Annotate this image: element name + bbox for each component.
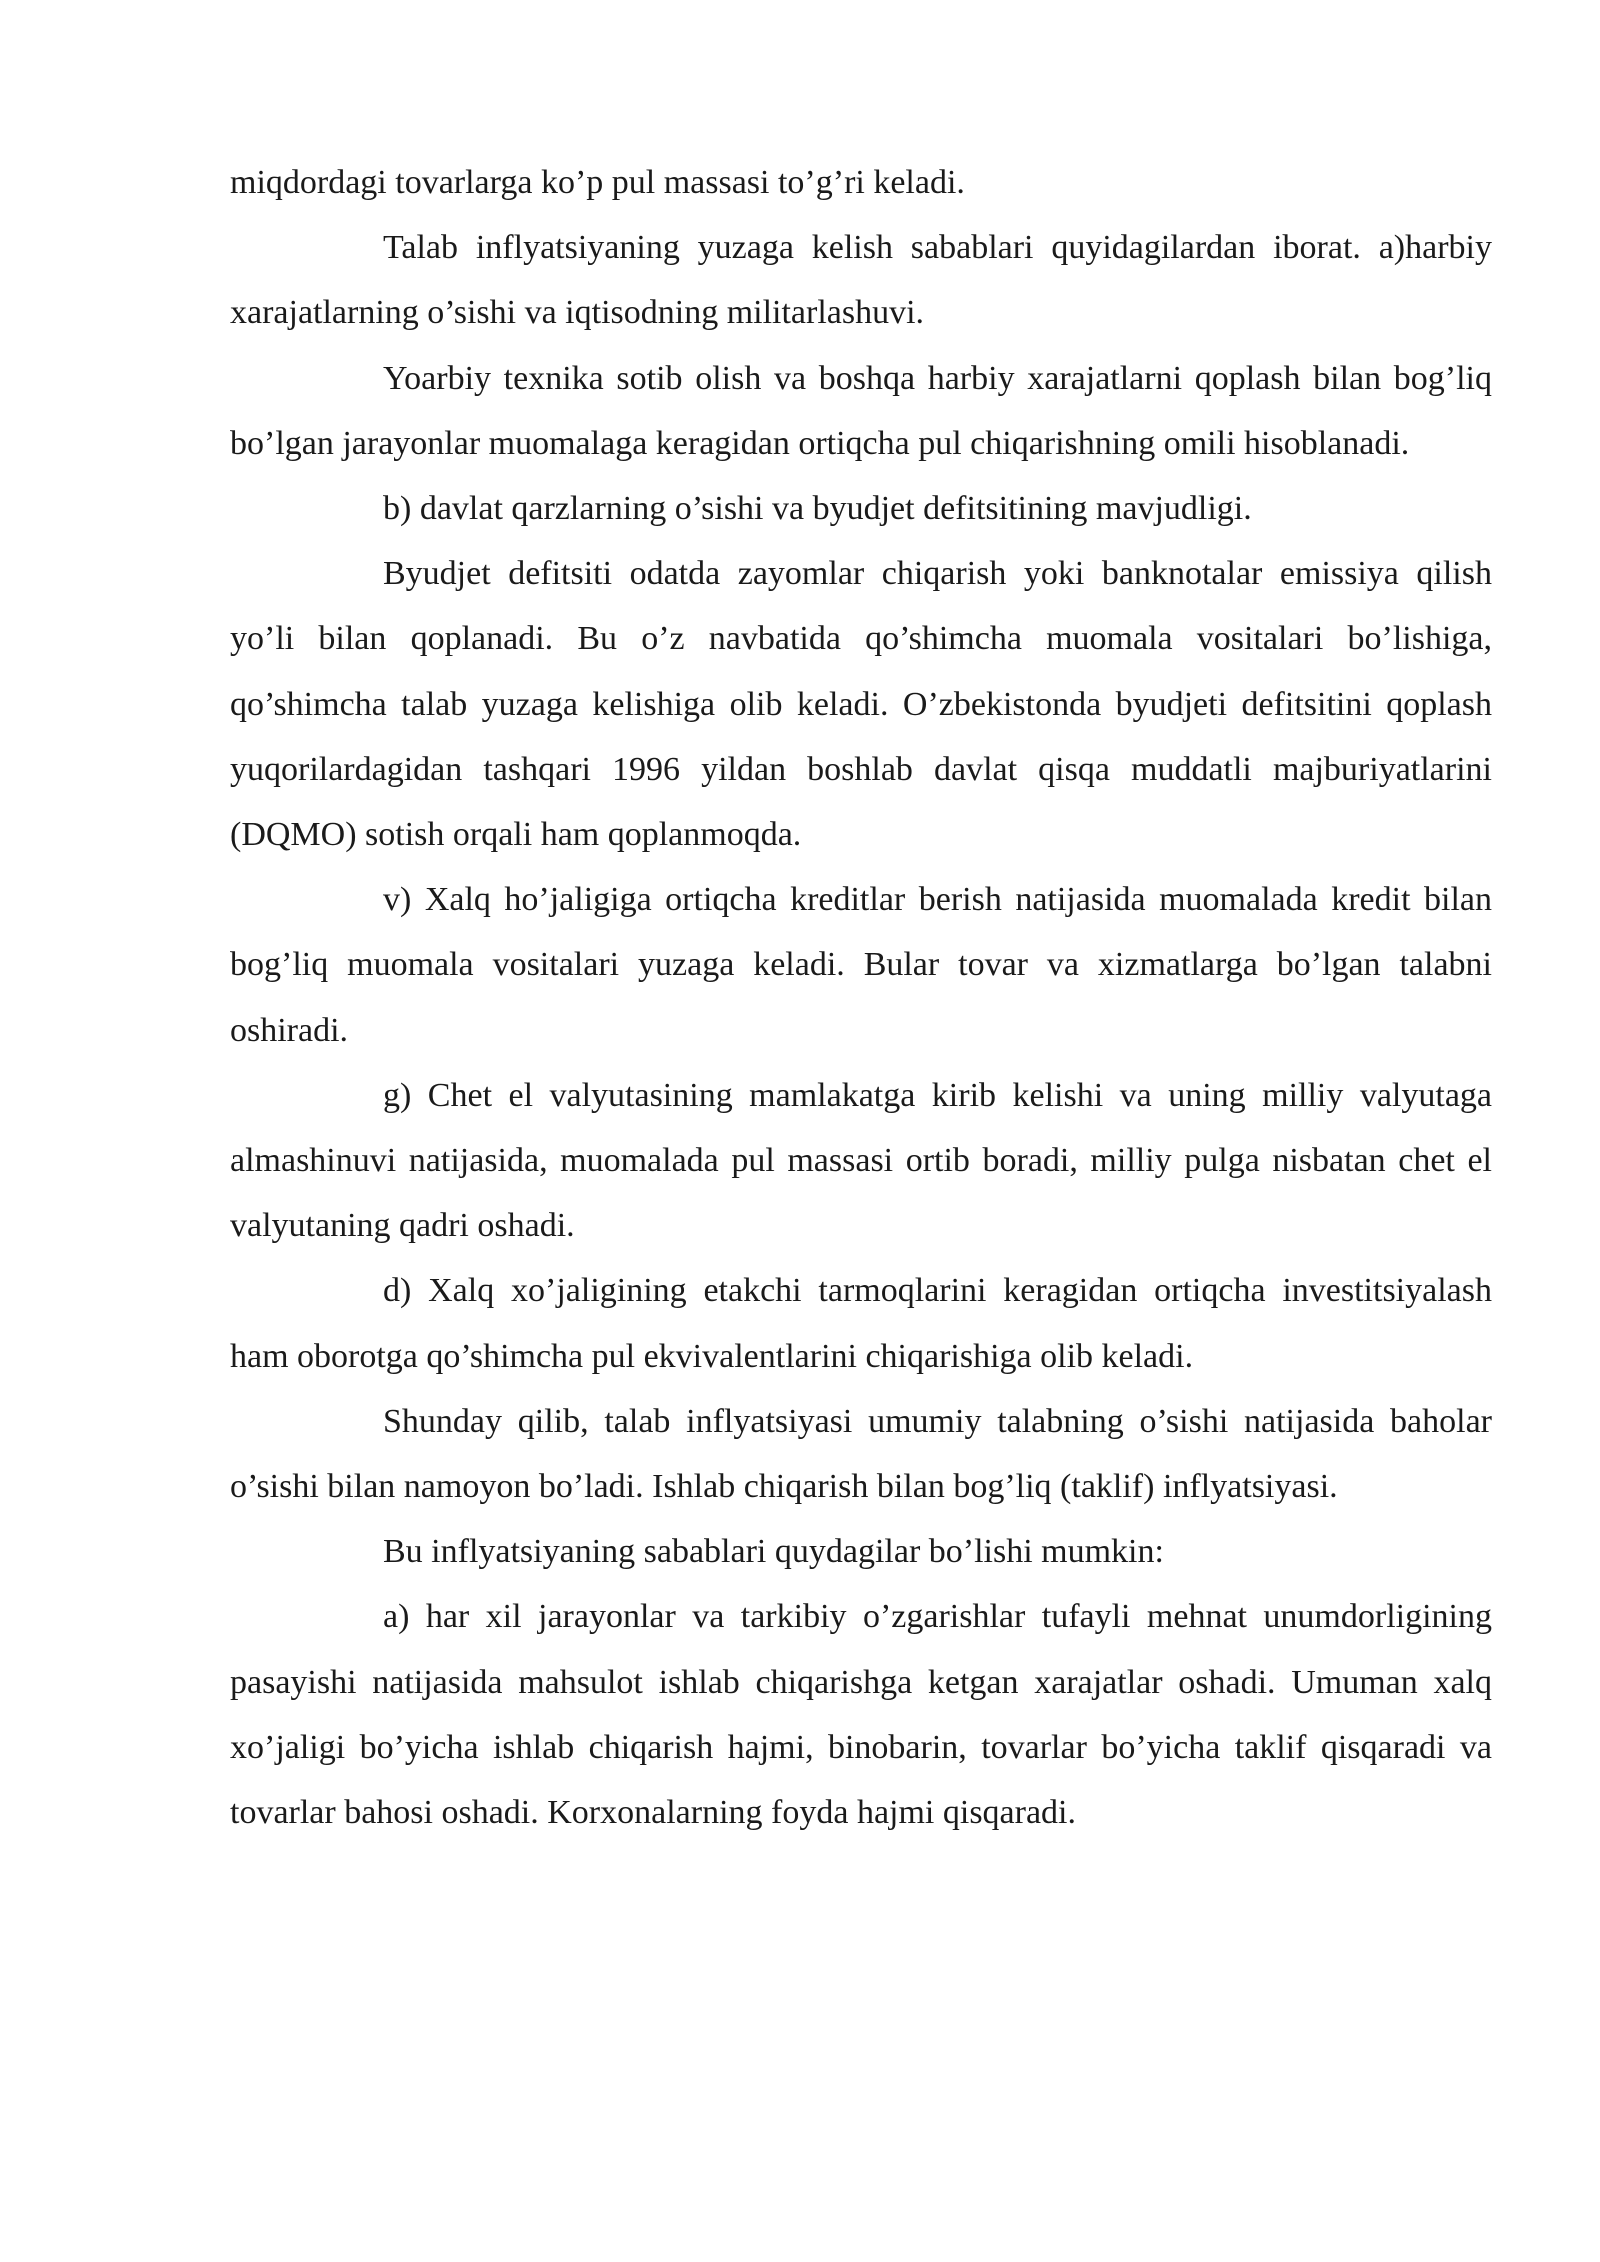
paragraph-item-b: b) davlat qarzlarning o’sishi va byudjet defitsitining mavjudligi.: [383, 490, 1252, 528]
paragraph-continuation: miqdordagi tovarlarga ko’p pul massasi to’g’ri keladi.: [230, 164, 965, 201]
paragraph-item-d: d) Xalq xo’jaligining etakchi tarmoqlarini keragidan ortiqcha investitsiyalash ham oborotga qo’shimcha pul ekvivalentlarini chiqarishiga olib keladi.: [230, 1272, 1492, 1375]
paragraph-military-spending: Yoarbiy texnika sotib olish va boshqa harbiy xarajatlarni qoplash bilan bog’liq bo’lgan jarayonlar muomalaga keragidan ortiqcha pul chiqarishning omili hisoblanadi.: [230, 359, 1492, 462]
paragraph-item-v: v) Xalq ho’jaligiga ortiqcha kreditlar berish natijasida muomalada kredit bilan bog’liq muomala vositalari yuzaga keladi. Bular tovar va xizmatlarga bo’lgan talabni oshiradi.: [230, 881, 1492, 1049]
paragraph-item-a: a) har xil jarayonlar va tarkibiy o’zgarishlar tufayli mehnat unumdorligining pasayishi natijasida mahsulot ishlab chiqarishga ketgan xarajatlar oshadi. Umuman xalq xo’jaligi bo’yicha ishlab chiqarish hajmi, binobarin, tovarlar bo’yicha taklif qisqaradi va tovarlar bahosi oshadi. Korxonalarning foyda hajmi qisqaradi.: [230, 1598, 1492, 1832]
paragraph-summary: Shunday qilib, talab inflyatsiyasi umumiy talabning o’sishi natijasida baholar o’sishi bilan namoyon bo’ladi. Ishlab chiqarish bilan bog’liq (taklif) inflyatsiyasi.: [230, 1402, 1492, 1506]
paragraph-demand-inflation-causes: Talab inflyatsiyaning yuzaga kelish sabablari quyidagilardan iborat. a)harbiy xarajatlarning o’sishi va iqtisodning militarlashuvi.: [230, 229, 1492, 332]
paragraph-budget-deficit: Byudjet defitsiti odatda zayomlar chiqarish yoki banknotalar emissiya qilish yo’li bilan qoplanadi. Bu o’z navbatida qo’shimcha muomala vositalari bo’lishiga, qo’shimcha talab yuzaga kelishiga olib keladi. O’zbekistonda byudjeti defitsitini qoplash yuqorilardagidan tashqari 1996 yildan boshlab davlat qisqa muddatli majburiyatlarini (DQMO) sotish orqali ham qoplanmoqda.: [230, 555, 1492, 854]
document-page: [230, 150, 1492, 1845]
paragraph-item-g: g) Chet el valyutasining mamlakatga kirib kelishi va uning milliy valyutaga almashinuvi natijasida, muomalada pul massasi ortib boradi, milliy pulga nisbatan chet el valyutaning qadri oshadi.: [230, 1076, 1492, 1245]
paragraph-cost-push-causes: Bu inflyatsiyaning sabablari quydagilar bo’lishi mumkin:: [383, 1533, 1164, 1571]
